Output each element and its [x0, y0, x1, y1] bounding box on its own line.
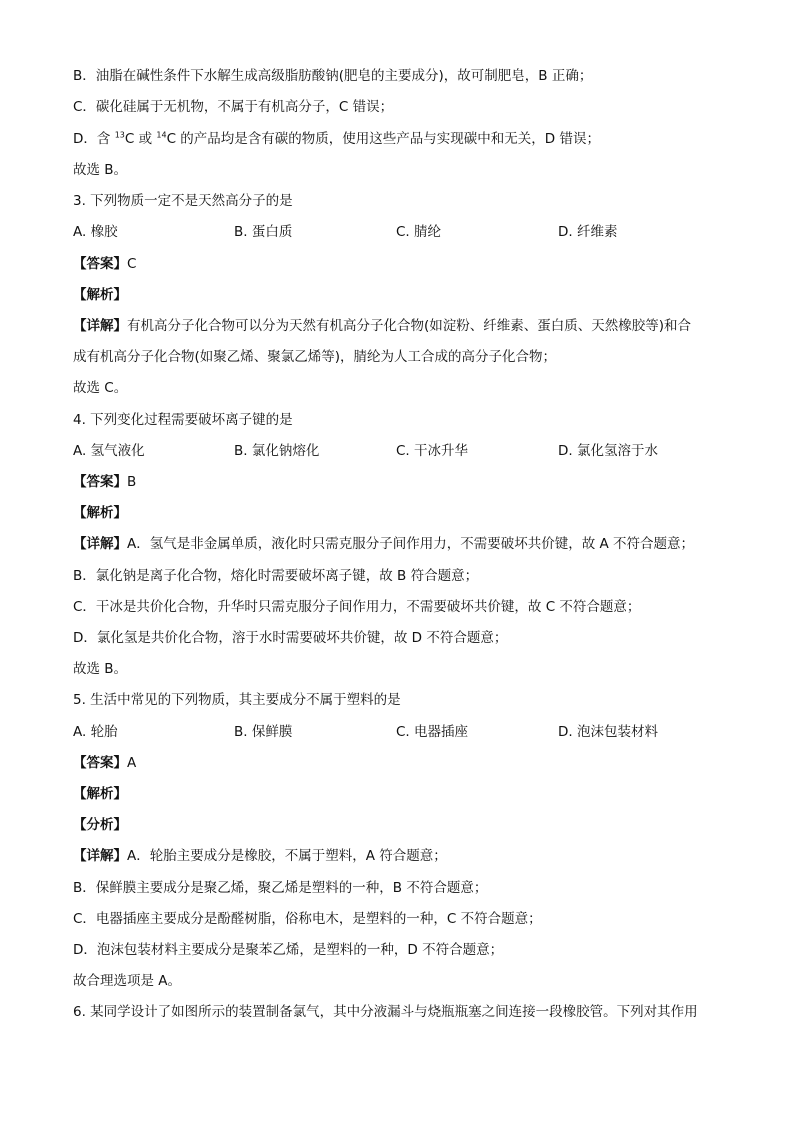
- q4-answer: [73, 472, 734, 492]
- q4-detail-c: C．干冰是共价化合物，升华时只需克服分子间作用力，不需要破坏共价键，故 C 不符合题意；: [73, 599, 641, 615]
- q6-stem: 6. 某同学设计了如图所示的装置制备氯气，其中分液漏斗与烧瓶瓶塞之间连接一段橡胶管。下列对其作用: [73, 1004, 698, 1020]
- q5-option-d: D. 泡沫包装材料: [558, 724, 658, 740]
- q5-analysis-heading: 【解析】: [73, 786, 127, 802]
- q4-option-c: C. 干冰升华: [396, 443, 469, 459]
- q4-option-b: B. 氯化钠熔化: [234, 443, 320, 459]
- q4-analysis-heading: 【解析】: [73, 505, 127, 521]
- q4-stem: 4. 下列变化过程需要破坏离子键的是: [73, 412, 293, 428]
- q3-answer: [73, 254, 734, 274]
- q5-stem: 5. 生活中常见的下列物质，其主要成分不属于塑料的是: [73, 692, 401, 708]
- q5-options: [73, 722, 734, 742]
- q5-answer-tag: 【答案】: [73, 755, 127, 771]
- q4-detail-b: B．氯化钠是离子化合物，熔化时需要破坏离子键，故 B 符合题意；: [73, 568, 479, 584]
- q5-option-b: B. 保鲜膜: [234, 724, 293, 740]
- q5-detail-c: C．电器插座主要成分是酚醛树脂，俗称电木，是塑料的一种，C 不符合题意；: [73, 911, 542, 927]
- q4-option-a: A. 氢气液化: [73, 443, 145, 459]
- q4-detail-d: D．氯化氢是共价化合物，溶于水时需要破坏共价键，故 D 不符合题意；: [73, 630, 508, 646]
- q5-option-c: C. 电器插座: [396, 724, 469, 740]
- q4-options: [73, 441, 734, 461]
- q3-answer-value: C: [127, 256, 137, 272]
- prev-option-c-explanation: C．碳化硅属于无机物，不属于有机高分子，C 错误；: [73, 99, 394, 115]
- q3-option-a: A. 橡胶: [73, 224, 118, 240]
- q4-answer-value: B: [127, 474, 137, 490]
- q5-fenxi-heading: 【分析】: [73, 817, 127, 833]
- q5-answer-value: A: [127, 755, 137, 771]
- q4-detail-a: 【详解】A．氢气是非金属单质，液化时只需克服分子间作用力，不需要破坏共价键，故 A 不符合题意；: [73, 536, 695, 552]
- q3-option-d: D. 纤维素: [558, 224, 618, 240]
- q4-answer-tag: 【答案】: [73, 474, 127, 490]
- q4-option-d: D. 氯化氢溶于水: [558, 443, 658, 459]
- prev-option-d-explanation: D．含 $^{13}$C 或 $^{14}$C 的产品均是含有碳的物质，使用这些产品与实现碳中和无关，D 错误；: [73, 130, 600, 147]
- q5-detail-b: B．保鲜膜主要成分是聚乙烯，聚乙烯是塑料的一种，B 不符合题意；: [73, 880, 488, 896]
- q3-analysis-heading: 【解析】: [73, 287, 127, 303]
- q3-detail-line-1: 【详解】有机高分子化合物可以分为天然有机高分子化合物(如淀粉、纤维素、蛋白质、天然橡胶等)和合: [73, 318, 692, 334]
- q5-detail-d: D．泡沫包装材料主要成分是聚苯乙烯，是塑料的一种，D 不符合题意；: [73, 942, 504, 958]
- q3-options: [73, 222, 734, 242]
- q3-detail-line-2: 成有机高分子化合物(如聚乙烯、聚氯乙烯等)，腈纶为人工合成的高分子化合物；: [73, 349, 557, 365]
- q5-answer: [73, 753, 734, 773]
- q5-conclusion: 故合理选项是 A。: [73, 973, 182, 989]
- q4-conclusion: 故选 B。: [73, 661, 128, 677]
- prev-option-b-explanation: B．油脂在碱性条件下水解生成高级脂肪酸钠(肥皂的主要成分)，故可制肥皂，B 正确；: [73, 68, 593, 84]
- q5-detail-a: 【详解】A．轮胎主要成分是橡胶，不属于塑料，A 符合题意；: [73, 848, 447, 864]
- q3-answer-tag: 【答案】: [73, 256, 127, 272]
- q5-option-a: A. 轮胎: [73, 724, 118, 740]
- q3-option-c: C. 腈纶: [396, 224, 442, 240]
- q3-stem: 3. 下列物质一定不是天然高分子的是: [73, 193, 293, 209]
- prev-conclusion: 故选 B。: [73, 162, 128, 178]
- q3-conclusion: 故选 C。: [73, 380, 128, 396]
- q3-option-b: B. 蛋白质: [234, 224, 293, 240]
